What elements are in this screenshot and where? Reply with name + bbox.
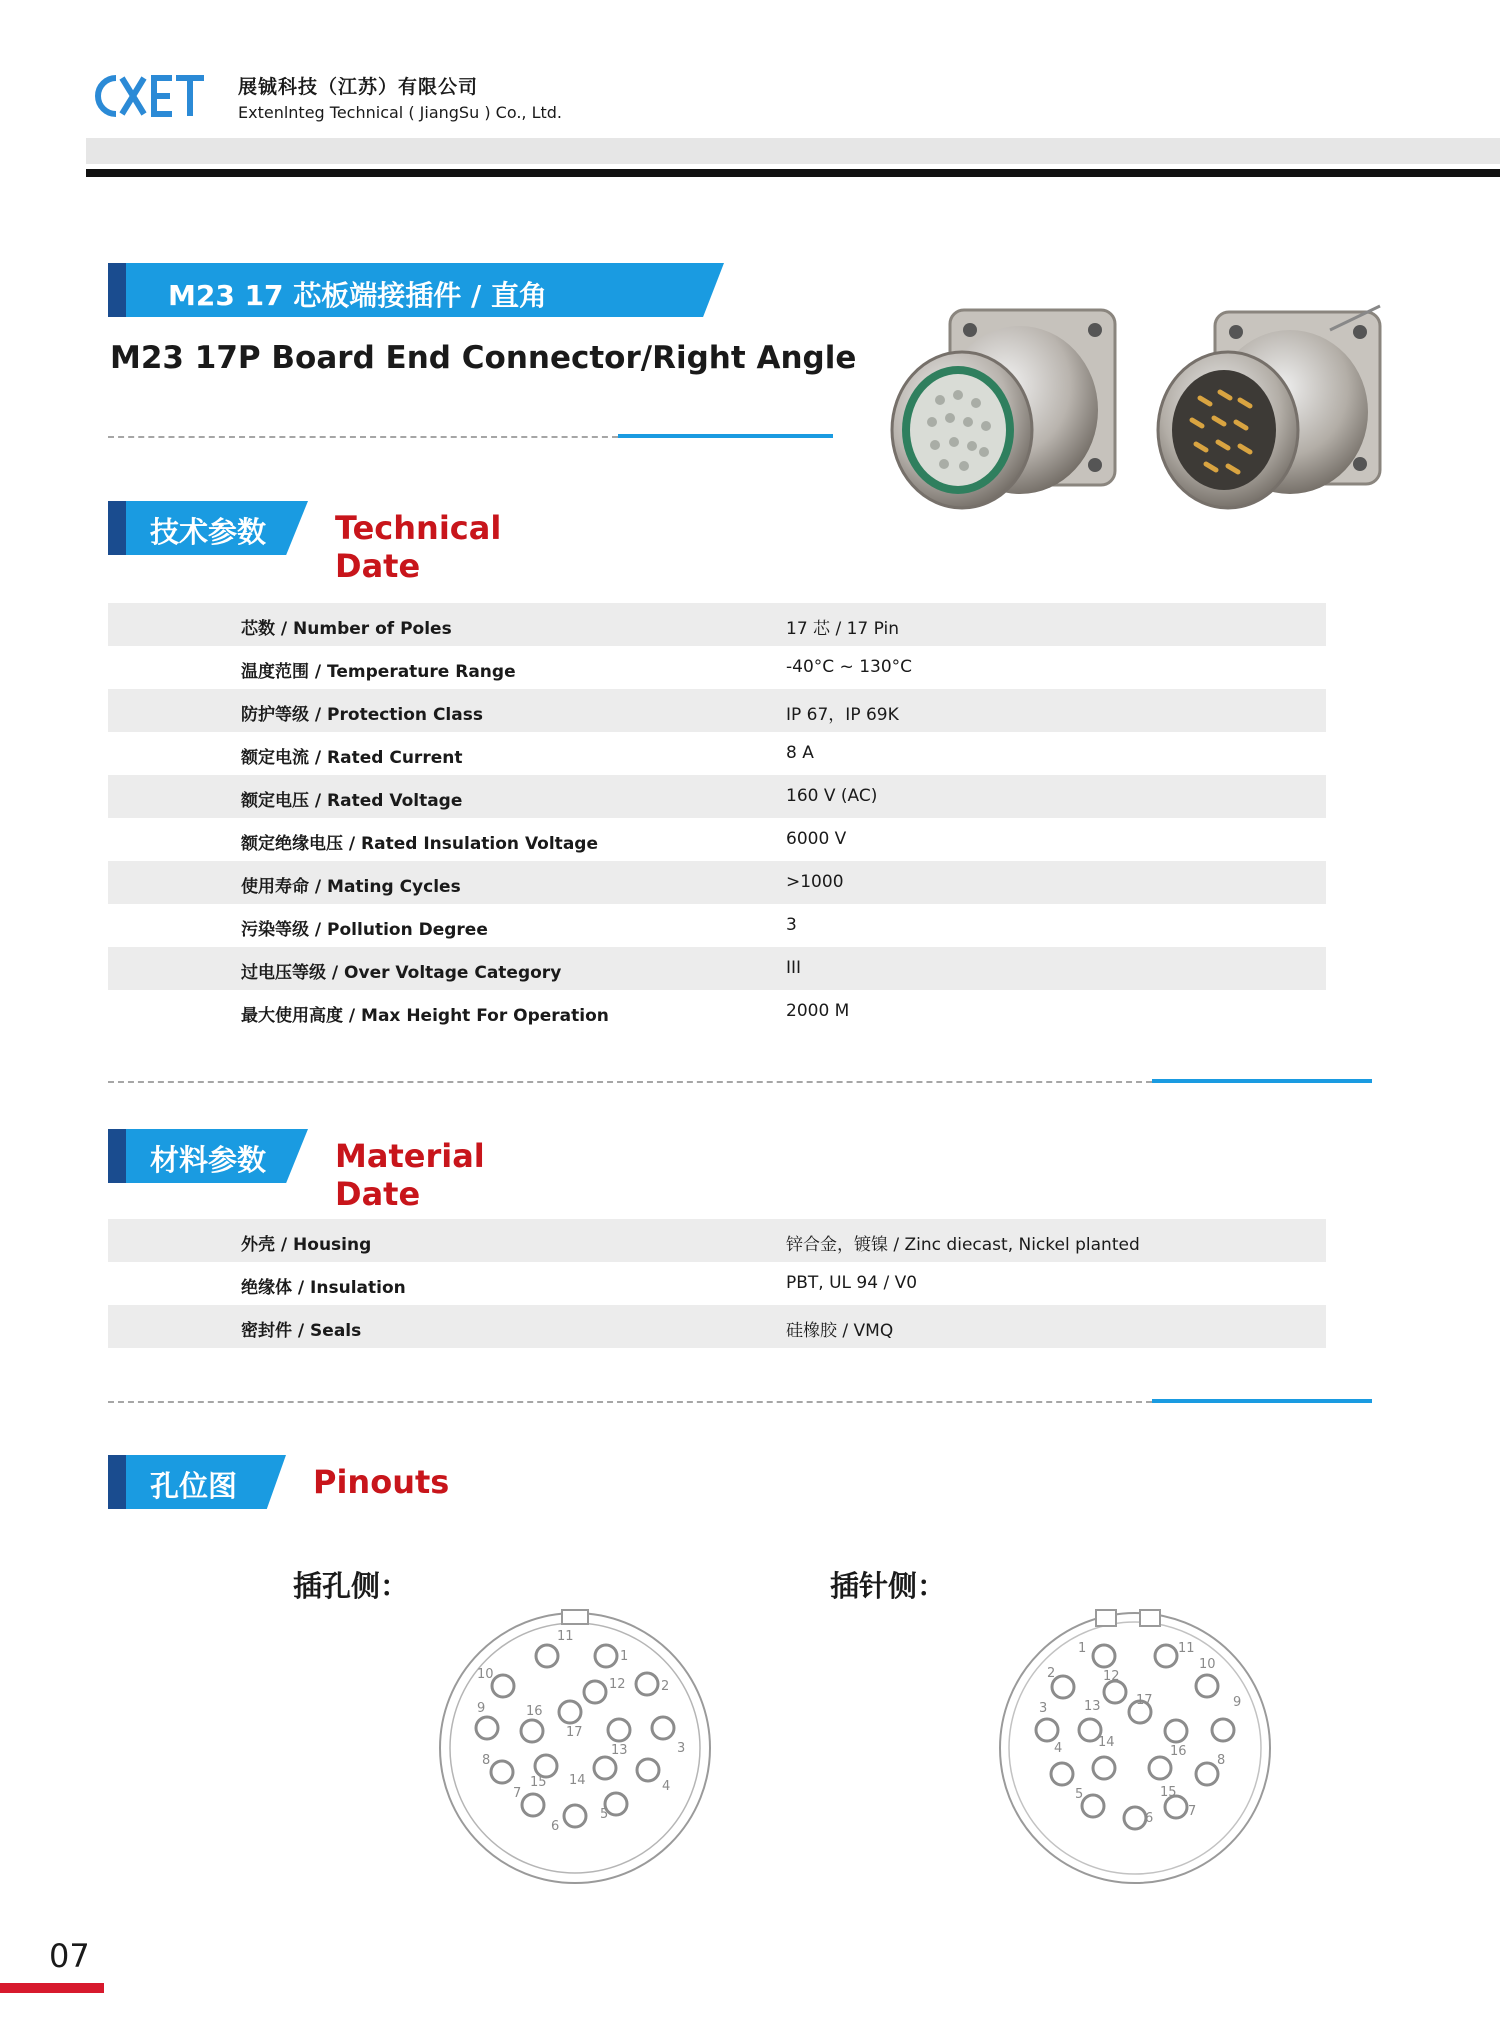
- technical-heading: [108, 501, 502, 585]
- pin-hole-15: [1149, 1757, 1171, 1779]
- divider: [108, 436, 618, 439]
- divider-accent: [618, 434, 833, 438]
- pinouts-heading: [108, 1455, 450, 1509]
- pin-hole-17: [559, 1701, 581, 1723]
- pin-number-16: 16: [526, 1704, 543, 1719]
- pin-hole-14: [1093, 1757, 1115, 1779]
- table-row: [108, 689, 1326, 732]
- row-value: 160 V (AC): [786, 786, 878, 806]
- row-value: 3: [786, 915, 797, 935]
- pin-number-5: 5: [1075, 1787, 1084, 1802]
- pin-number-12: 12: [1103, 1669, 1120, 1684]
- technical-heading-cn: 技术参数: [150, 515, 267, 549]
- row-value: 2000 M: [786, 1001, 850, 1021]
- connector-photo-socket: [880, 300, 1120, 520]
- pin-number-12: 12: [609, 1677, 626, 1692]
- pin-hole-2: [1052, 1676, 1074, 1698]
- pin-pinout-diagram: [990, 1600, 1280, 1890]
- pinouts-heading-cn: 孔位图: [150, 1469, 238, 1503]
- table-row: [108, 775, 1326, 818]
- technical-table: [108, 603, 1326, 1033]
- company-name: [238, 72, 562, 122]
- row-label: 额定电压 / Rated Voltage: [241, 791, 463, 811]
- pin-number-5: 5: [600, 1807, 609, 1822]
- pin-number-3: 3: [1039, 1701, 1048, 1716]
- divider: [108, 1401, 1152, 1404]
- pin-number-17: 17: [1136, 1693, 1153, 1708]
- pin-number-3: 3: [677, 1741, 686, 1756]
- pin-number-11: 11: [1178, 1641, 1195, 1656]
- material-heading-en: Material Date: [335, 1137, 485, 1213]
- row-value: 8 A: [786, 743, 814, 763]
- header-black-rule: [86, 169, 1500, 177]
- connector-photo-pin: [1140, 300, 1385, 520]
- product-title-bar: [108, 263, 724, 317]
- row-label: 芯数 / Number of Poles: [241, 619, 452, 639]
- pin-hole-2: [636, 1673, 658, 1695]
- table-row: [108, 1219, 1326, 1262]
- table-row: [108, 1305, 1326, 1348]
- pin-hole-4: [1051, 1763, 1073, 1785]
- row-label: 绝缘体 / Insulation: [241, 1278, 406, 1298]
- pin-number-10: 10: [477, 1667, 494, 1682]
- technical-heading-en: Technical Date: [335, 509, 502, 585]
- pin-hole-11: [536, 1645, 558, 1667]
- row-label: 防护等级 / Protection Class: [241, 705, 483, 725]
- pin-hole-16: [1165, 1720, 1187, 1742]
- pin-number-14: 14: [1098, 1735, 1115, 1750]
- pin-hole-16: [521, 1720, 543, 1742]
- pin-hole-11: [1155, 1645, 1177, 1667]
- pin-hole-6: [1124, 1807, 1146, 1829]
- pin-number-4: 4: [662, 1779, 671, 1794]
- row-label: 额定电流 / Rated Current: [241, 748, 463, 768]
- product-title-cn: M23 17 芯板端接插件 / 直角: [168, 279, 548, 312]
- table-row: [108, 904, 1326, 947]
- pin-number-13: 13: [1084, 1699, 1101, 1714]
- company-name-cn: 展铖科技（江苏）有限公司: [238, 76, 479, 98]
- page-number: 07: [49, 1937, 90, 1975]
- pin-number-9: 9: [477, 1701, 486, 1716]
- pin-number-4: 4: [1054, 1741, 1063, 1756]
- pin-hole-1: [1093, 1645, 1115, 1667]
- pin-hole-10: [1196, 1675, 1218, 1697]
- pin-hole-12: [1104, 1681, 1126, 1703]
- row-value: 锌合金，镀镍 / Zinc diecast, Nickel planted: [786, 1235, 1140, 1255]
- product-title-en: M23 17P Board End Connector/Right Angle: [110, 340, 857, 376]
- material-heading: [108, 1129, 485, 1213]
- company-logo: [92, 70, 207, 122]
- pin-number-1: 1: [1078, 1641, 1087, 1656]
- row-label: 温度范围 / Temperature Range: [241, 662, 516, 682]
- pin-hole-15: [535, 1755, 557, 1777]
- row-label: 过电压等级 / Over Voltage Category: [241, 963, 562, 983]
- pin-side-label: 插针侧：: [830, 1569, 947, 1603]
- pin-number-2: 2: [661, 1679, 670, 1694]
- company-name-en: Extenlnteg Technical ( JiangSu ) Co., Ltd.: [238, 103, 563, 122]
- pin-hole-3: [652, 1717, 674, 1739]
- table-row: [108, 990, 1326, 1033]
- table-row: [108, 1262, 1326, 1305]
- pin-number-15: 15: [1160, 1785, 1177, 1800]
- row-value: 6000 V: [786, 829, 847, 849]
- divider-accent: [1152, 1079, 1372, 1083]
- row-value: 硅橡胶 / VMQ: [786, 1321, 894, 1341]
- table-row: [108, 947, 1326, 990]
- pin-hole-8: [1196, 1763, 1218, 1785]
- pin-hole-10: [492, 1675, 514, 1697]
- socket-pinout-diagram: [430, 1600, 720, 1890]
- pin-hole-7: [522, 1794, 544, 1816]
- page-number-bar: [0, 1983, 104, 1993]
- socket-side-label: 插孔侧：: [293, 1569, 410, 1603]
- pin-hole-5: [605, 1793, 627, 1815]
- row-value: III: [786, 958, 802, 978]
- pin-hole-5: [1082, 1795, 1104, 1817]
- row-value: 17 芯 / 17 Pin: [786, 619, 899, 639]
- row-label: 额定绝缘电压 / Rated Insulation Voltage: [241, 834, 598, 854]
- pin-number-13: 13: [611, 1743, 628, 1758]
- pin-hole-13: [608, 1719, 630, 1741]
- row-label: 最大使用高度 / Max Height For Operation: [241, 1006, 609, 1026]
- pin-number-6: 6: [1145, 1811, 1154, 1826]
- row-value: -40°C ~ 130°C: [786, 657, 913, 677]
- pin-hole-14: [594, 1757, 616, 1779]
- pin-number-9: 9: [1233, 1695, 1242, 1710]
- row-label: 污染等级 / Pollution Degree: [241, 920, 488, 940]
- divider: [108, 1081, 1152, 1084]
- pin-number-7: 7: [1188, 1804, 1197, 1819]
- row-value: IP 67，IP 69K: [786, 705, 899, 725]
- pin-number-8: 8: [482, 1753, 491, 1768]
- pin-number-2: 2: [1047, 1666, 1056, 1681]
- table-row: [108, 732, 1326, 775]
- pin-number-7: 7: [513, 1786, 522, 1801]
- pin-hole-6: [564, 1805, 586, 1827]
- pin-hole-8: [491, 1761, 513, 1783]
- pin-number-17: 17: [566, 1725, 583, 1740]
- pin-hole-4: [637, 1759, 659, 1781]
- pin-number-6: 6: [551, 1819, 560, 1834]
- pin-number-11: 11: [557, 1629, 574, 1644]
- table-row: [108, 818, 1326, 861]
- header-gray-band: [86, 138, 1500, 164]
- table-row: [108, 646, 1326, 689]
- pinouts-heading-en: Pinouts: [313, 1463, 450, 1501]
- row-value: >1000: [786, 872, 844, 892]
- material-table: [108, 1219, 1326, 1348]
- row-label: 外壳 / Housing: [241, 1235, 372, 1255]
- table-row: [108, 861, 1326, 904]
- pin-hole-3: [1036, 1719, 1058, 1741]
- row-label: 密封件 / Seals: [241, 1321, 362, 1341]
- divider-accent: [1152, 1399, 1372, 1403]
- pin-number-8: 8: [1217, 1753, 1226, 1768]
- pin-hole-9: [476, 1717, 498, 1739]
- pin-number-15: 15: [530, 1775, 547, 1790]
- row-value: PBT, UL 94 / V0: [786, 1273, 918, 1293]
- pin-number-14: 14: [569, 1773, 586, 1788]
- pin-hole-1: [595, 1645, 617, 1667]
- pin-number-16: 16: [1170, 1744, 1187, 1759]
- row-label: 使用寿命 / Mating Cycles: [241, 877, 461, 897]
- material-heading-cn: 材料参数: [150, 1143, 267, 1177]
- pin-hole-9: [1212, 1719, 1234, 1741]
- pin-number-10: 10: [1199, 1657, 1216, 1672]
- pin-number-1: 1: [620, 1649, 629, 1664]
- pin-hole-12: [584, 1681, 606, 1703]
- table-row: [108, 603, 1326, 646]
